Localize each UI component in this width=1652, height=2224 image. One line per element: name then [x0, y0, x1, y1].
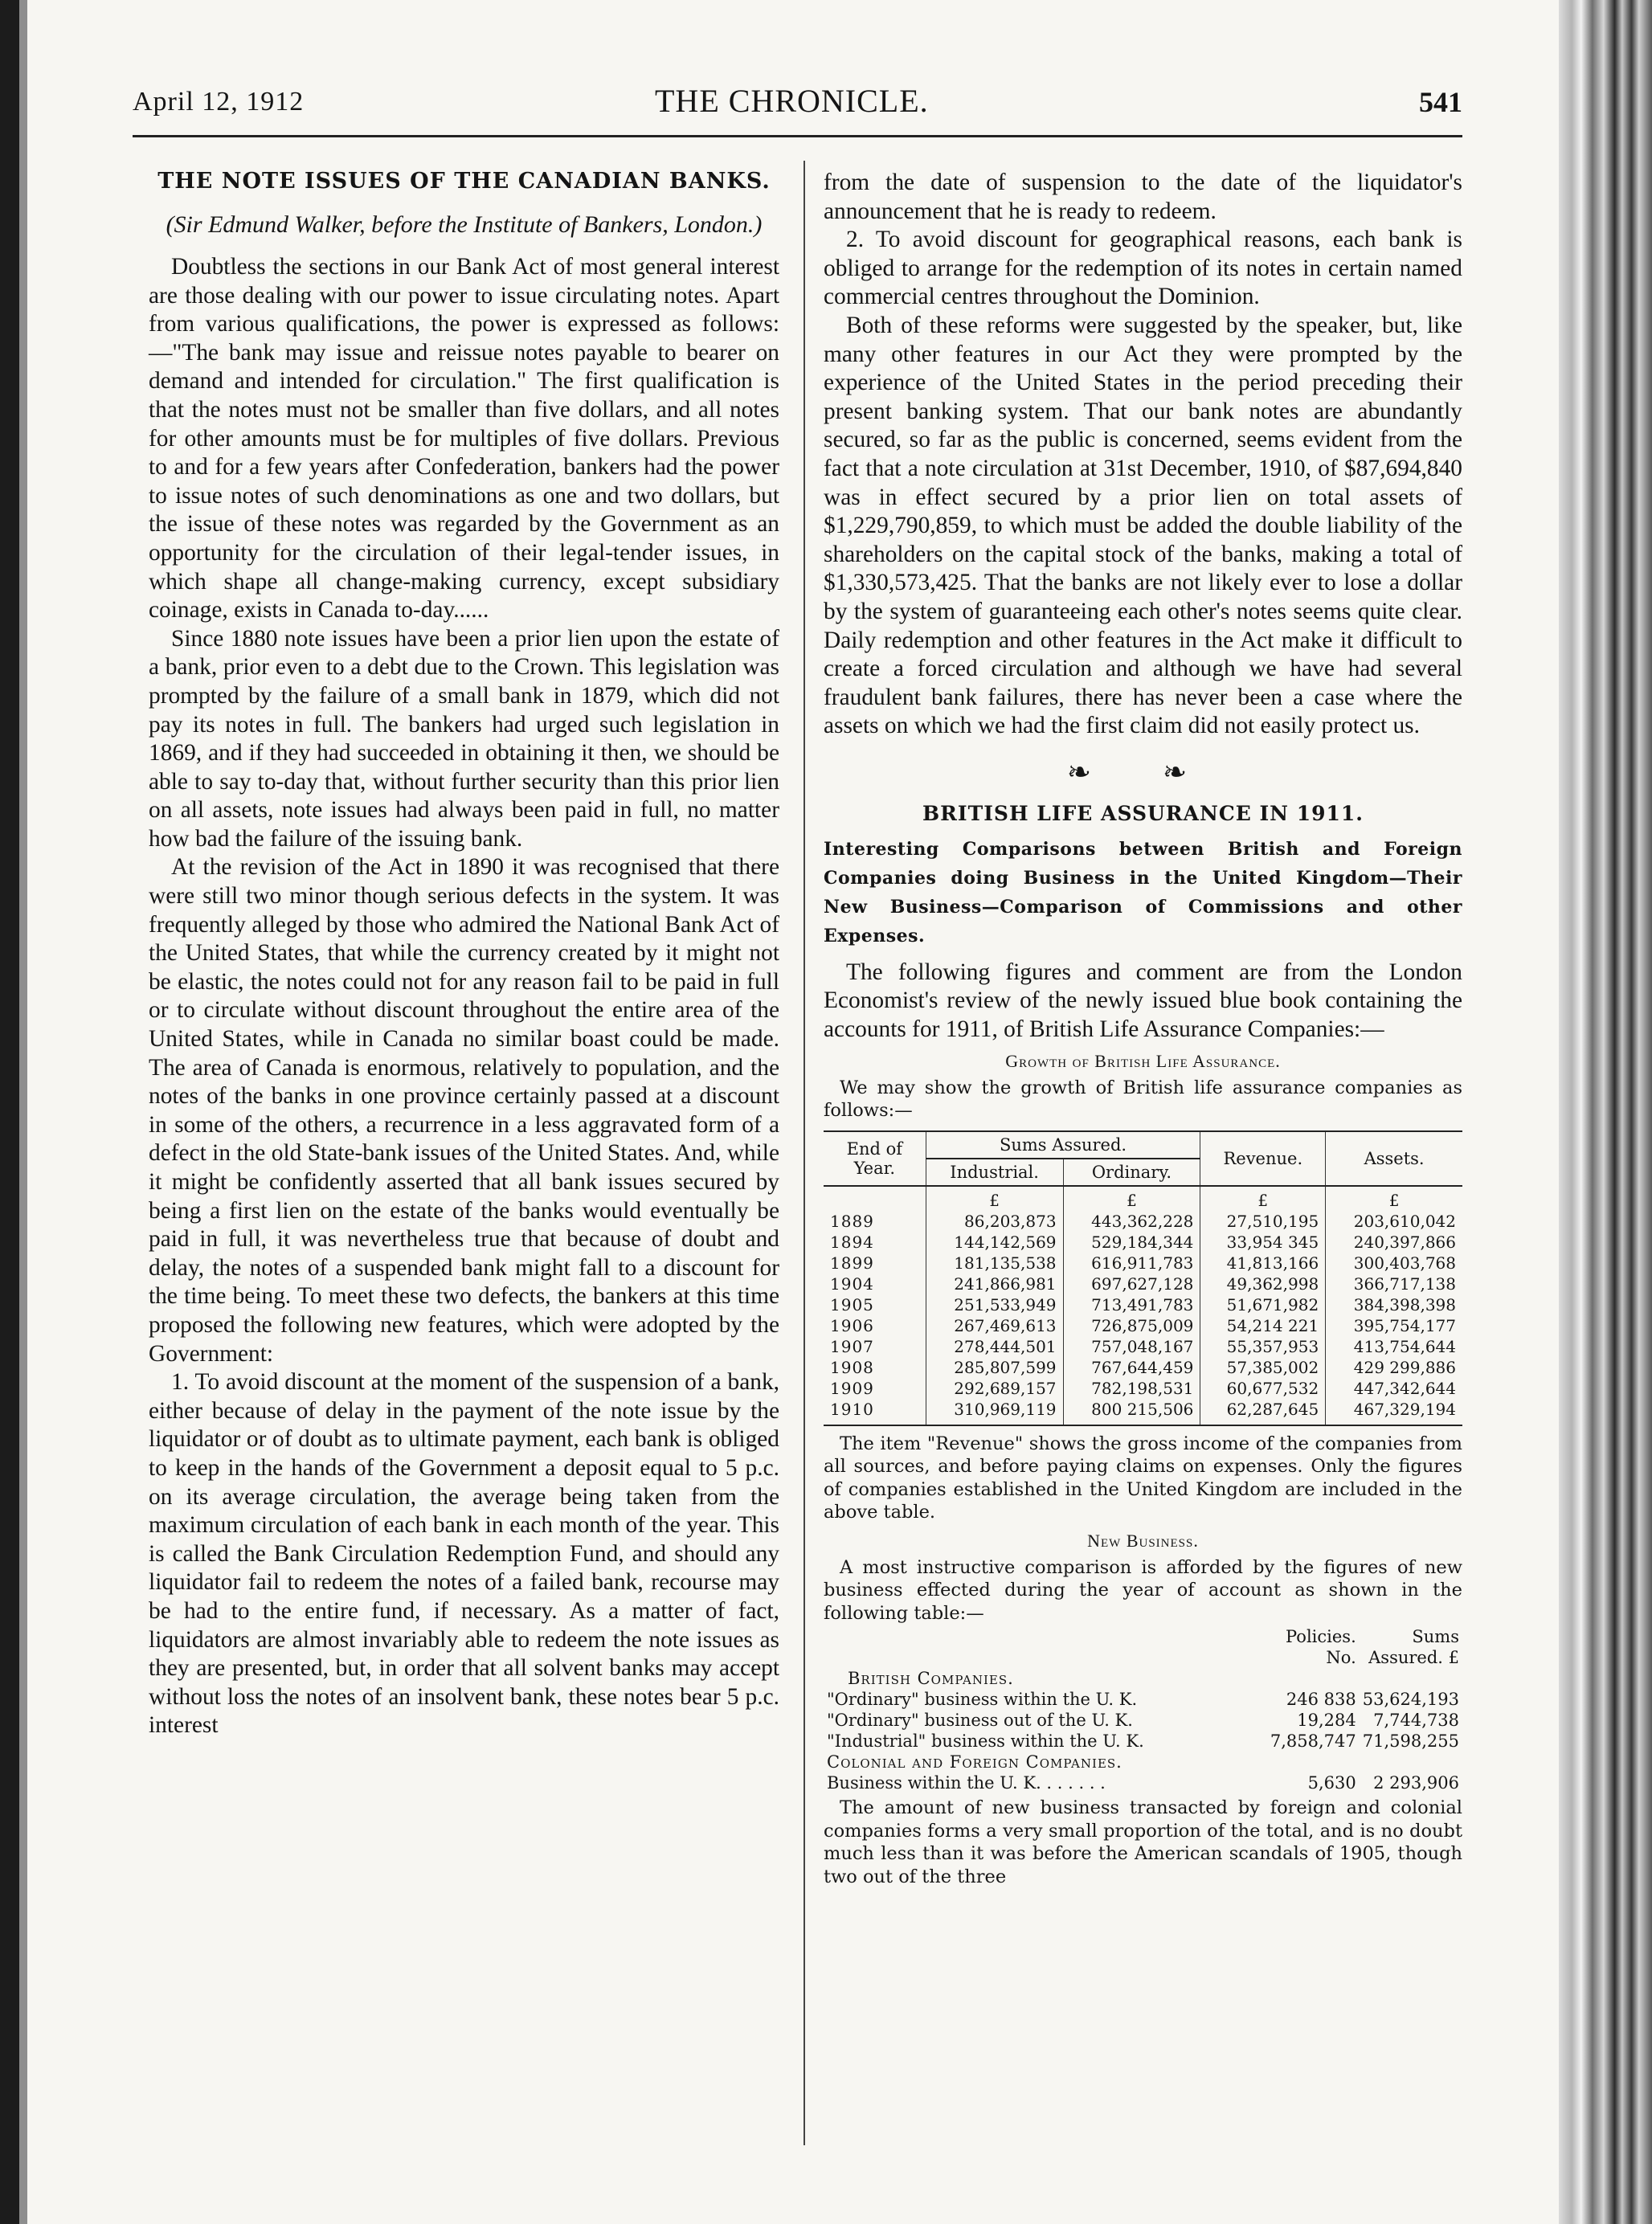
- cell-ordinary: 757,048,167: [1063, 1336, 1200, 1357]
- cell-revenue: 55,357,953: [1200, 1336, 1326, 1357]
- cell-ordinary: 782,198,531: [1063, 1378, 1200, 1399]
- table-row: [824, 1253, 1462, 1273]
- article-subtitle: Interesting Comparisons between British and Foreign Companies doing Business in the United Kingdom—Their New Business—Comparison of Commissions and other Expenses.: [824, 838, 1462, 946]
- cell-industrial: 285,807,599: [926, 1357, 1063, 1378]
- table-row: [824, 1399, 1462, 1425]
- cell-ordinary: 767,644,459: [1063, 1357, 1200, 1378]
- article-paragraph: Doubtless the sections in our Bank Act of most general interest are those dealing with our power to issue circulating notes. Apart from various qualifications, the power is expressed as follows:—"The bank may issue and reissue notes payable to bearer on demand and intended for circulation." The first qualification is that the notes must not be smaller than five dollars, and all notes for other amounts must be for multiples of five dollars. Previous to and for a few years after Confederation, bankers had the power to issue notes of such denominations as one and two dollars, but the issue of these notes was regarded by the Government as an opportunity for the circulation of their legal-tender issues, in which shape all change-making currency, except subsidiary coinage, exists in Canada to-day......: [149, 254, 779, 623]
- cell-year: 1909: [830, 1378, 874, 1398]
- article-paragraph: Since 1880 note issues have been a prior lien upon the estate of a bank, prior even to a debt due to the Crown. This legislation was prompted by the failure of a small bank in 1879, which did not pay its notes in full. The bankers had urged such legislation in 1869, and if they had succeeded in obtaining it then, we should be able to say to-day that, without further security than this prior lien on all assets, note issues had always been paid in full, no matter how bad the failure of the issuing bank.: [149, 625, 779, 852]
- col-header-year: End of Year.: [824, 1131, 926, 1186]
- left-column: [149, 169, 779, 1740]
- cell-policies: 5,630: [1307, 1773, 1356, 1793]
- cell-assets: 467,329,194: [1326, 1399, 1462, 1425]
- currency-unit: £: [1326, 1186, 1462, 1211]
- cell-revenue: 62,287,645: [1200, 1399, 1326, 1425]
- cell-assets: 240,397,866: [1326, 1232, 1462, 1253]
- issue-date: April 12, 1912: [133, 87, 305, 117]
- article-title: BRITISH LIFE ASSURANCE IN 1911.: [922, 801, 1364, 825]
- cell-sums: 53,624,193: [1362, 1690, 1459, 1710]
- table-row: [824, 1315, 1462, 1336]
- table-row: [824, 1772, 1462, 1793]
- cell-year: 1910: [824, 1399, 926, 1425]
- cell-sums: 71,598,255: [1362, 1731, 1459, 1752]
- article-title: THE NOTE ISSUES OF THE CANADIAN BANKS.: [157, 169, 771, 194]
- cell-sums: 2 293,906: [1373, 1773, 1459, 1793]
- table-row: [824, 1731, 1462, 1752]
- group-heading: British Companies.: [848, 1669, 1014, 1689]
- cell-revenue: 41,813,166: [1200, 1253, 1326, 1273]
- cell-assets: 366,717,138: [1326, 1273, 1462, 1294]
- cell-revenue: 60,677,532: [1200, 1378, 1326, 1399]
- cell-revenue: 57,385,002: [1200, 1357, 1326, 1378]
- cell-year: 1905: [830, 1294, 874, 1314]
- cell-industrial: 278,444,501: [926, 1336, 1063, 1357]
- article-continuation: Both of these reforms were suggested by the speaker, but, like many other features in our Act they were prompted by the experience of the United States in the period preceding their present banking system. That our bank notes are abundantly secured, so far as the public is concerned, seems evident from the fact that a note circulation at 31st December, 1910, of $87,694,840 was in effect secured by a prior lien on total assets of $1,229,790,859, to which must be added the double liability of the shareholders on the capital stock of the banks, making a total of $1,330,573,425. That the banks are not likely ever to lose a dollar by the system of guaranteeing each other's notes seems quite clear. Daily redemption and other features in the Act make it difficult to create a forced circulation and although we have had several fraudulent bank failures, there has never been a case where the assets on which we had the first claim did not easily protect us.: [824, 312, 1462, 739]
- cell-assets: 447,342,644: [1326, 1378, 1462, 1399]
- book-spine: [0, 0, 19, 2224]
- article-continuation: from the date of suspension to the date of the liquidator's announcement that he is ready to redeem.: [824, 170, 1462, 224]
- cell-industrial: 241,866,981: [926, 1273, 1063, 1294]
- cell-policies: 7,858,747: [1270, 1731, 1356, 1752]
- currency-unit: £: [1063, 1186, 1200, 1211]
- table-row: [824, 1232, 1462, 1253]
- header-rule: [133, 135, 1462, 137]
- col-header-sums: Sums Assured. £: [1368, 1627, 1459, 1668]
- table-row: [824, 1689, 1462, 1710]
- cell-year: 1904: [830, 1273, 874, 1294]
- col-header-policies: Policies. No.: [1286, 1627, 1356, 1668]
- currency-unit: £: [926, 1186, 1063, 1211]
- cell-year: 1907: [830, 1336, 874, 1356]
- cell-label: "Ordinary" business within the U. K.: [827, 1690, 1138, 1710]
- article-paragraph: 1. To avoid discount at the moment of the suspension of a bank, either because of delay in the payment of the note issue by the liquidator or of doubt as to ultimate payment, each bank is obliged to keep in the hands of the Government a deposit equal to 5 p.c. on its average circulation, the average being taken from the maximum circulation of each bank in each month of the year. This is called the Bank Circulation Redemption Fund, and should any liquidator fail to redeem the notes of a failed bank, recourse may be had to the entire fund, if necessary. As a matter of fact, liquidators are almost invariably able to redeem the note issues as they are presented, but, in order that all solvent banks may accept without loss the notes of an insolvent bank, these notes bear 5 p.c. interest: [149, 1369, 779, 1739]
- article-intro: The following figures and comment are from the London Economist's review of the newly issued blue book containing the accounts for 1911, of British Life Assurance Companies:—: [824, 959, 1462, 1043]
- cell-industrial: 267,469,613: [926, 1315, 1063, 1336]
- cell-ordinary: 697,627,128: [1063, 1273, 1200, 1294]
- cell-label: Business within the U. K. . . . . . .: [827, 1773, 1106, 1793]
- cell-assets: 203,610,042: [1326, 1211, 1462, 1232]
- cell-policies: 19,284: [1297, 1711, 1356, 1731]
- table-row: [824, 1378, 1462, 1399]
- column-rule: [804, 161, 805, 2145]
- cell-label: "Industrial" business within the U. K.: [827, 1731, 1144, 1752]
- cell-industrial: 86,203,873: [926, 1211, 1063, 1232]
- cell-year: 1899: [830, 1253, 874, 1273]
- cell-assets: 413,754,644: [1326, 1336, 1462, 1357]
- col-header-ordinary: Ordinary.: [1063, 1159, 1200, 1186]
- currency-unit: £: [1200, 1186, 1326, 1211]
- closing-paragraph: The amount of new business transacted by foreign and colonial companies forms a very small proportion of the total, and is no doubt much less than it was before the American scandals of 1905, though two out of the three: [824, 1797, 1462, 1887]
- cell-ordinary: 800 215,506: [1063, 1399, 1200, 1425]
- growth-table: [824, 1130, 1462, 1426]
- cell-industrial: 144,142,569: [926, 1232, 1063, 1253]
- cell-year: 1894: [830, 1232, 874, 1252]
- cell-ordinary: 726,875,009: [1063, 1315, 1200, 1336]
- col-header-sums: Sums Assured.: [926, 1131, 1200, 1159]
- page-number: 541: [1419, 86, 1462, 118]
- cell-assets: 384,398,398: [1326, 1294, 1462, 1315]
- cell-assets: 395,754,177: [1326, 1315, 1462, 1336]
- section-heading: New Business.: [1087, 1530, 1199, 1551]
- new-business-table: [824, 1626, 1462, 1793]
- table-row: [824, 1357, 1462, 1378]
- cell-ordinary: 529,184,344: [1063, 1232, 1200, 1253]
- table-row: [824, 1211, 1462, 1232]
- right-column: [824, 169, 1462, 1888]
- page-header: [133, 80, 1462, 129]
- page-stack-edge: [1559, 0, 1652, 2224]
- table-row: [824, 1336, 1462, 1357]
- table-note: The item "Revenue" shows the gross income of the companies from all sources, and before paying claims on expenses. Only the figures of companies established in the United Kingdom are included in the above table.: [824, 1433, 1462, 1523]
- cell-industrial: 251,533,949: [926, 1294, 1063, 1315]
- group-heading: Colonial and Foreign Companies.: [827, 1752, 1122, 1772]
- cell-label: "Ordinary" business out of the U. K.: [827, 1711, 1133, 1731]
- col-header-revenue: Revenue.: [1200, 1131, 1326, 1186]
- cell-industrial: 310,969,119: [926, 1399, 1063, 1425]
- cell-sums: 7,744,738: [1373, 1711, 1459, 1731]
- col-header-assets: Assets.: [1326, 1131, 1462, 1186]
- cell-revenue: 51,671,982: [1200, 1294, 1326, 1315]
- cell-revenue: 49,362,998: [1200, 1273, 1326, 1294]
- table-row: [824, 1273, 1462, 1294]
- cell-assets: 429 299,886: [1326, 1357, 1462, 1378]
- table-row: [824, 1710, 1462, 1731]
- col-header-industrial: Industrial.: [926, 1159, 1063, 1186]
- section-ornament: ❧ ❧: [1066, 755, 1220, 788]
- article-continuation: 2. To avoid discount for geographical reasons, each bank is obliged to arrange for the redemption of its notes in certain named commercial centres throughout the Dominion.: [824, 227, 1462, 310]
- cell-ordinary: 616,911,783: [1063, 1253, 1200, 1273]
- section-intro: We may show the growth of British life assurance companies as follows:—: [824, 1077, 1462, 1122]
- cell-ordinary: 443,362,228: [1063, 1211, 1200, 1232]
- table-row: [824, 1294, 1462, 1315]
- cell-revenue: 33,954 345: [1200, 1232, 1326, 1253]
- cell-year: 1908: [830, 1357, 874, 1377]
- cell-policies: 246 838: [1286, 1690, 1356, 1710]
- cell-year: 1889: [830, 1211, 874, 1231]
- cell-revenue: 27,510,195: [1200, 1211, 1326, 1232]
- publication-title: THE CHRONICLE.: [655, 83, 929, 119]
- cell-revenue: 54,214 221: [1200, 1315, 1326, 1336]
- section-intro: A most instructive comparison is afforded by the figures of new business effected during the year of account as shown in the following table:—: [824, 1556, 1462, 1624]
- cell-assets: 300,403,768: [1326, 1253, 1462, 1273]
- article-paragraph: At the revision of the Act in 1890 it was recognised that there were still two minor though serious defects in the system. It was frequently alleged by those who admired the National Bank Act of the United States, that while the currency created by it might not be elastic, the notes could not for any reason fail to be paid in full or to circulate without discount throughout the entire area of the United States, while in Canada no similar boast could be made. The area of Canada is enormous, relatively to population, and the notes of the banks in one province certainly passed at a discount in some of the others, a recurrence in a less aggravated form of a defect in the old State-bank issues of the United States. And, while it might be confidently asserted that all bank issues secured by being a first lien on the estate of the banks would eventually be paid in full, it was nevertheless true that because of doubt and delay, the notes of a suspended bank might fall to a discount for the time being. To meet these two defects, the bankers at this time proposed the following new features, which were adopted by the Government:: [149, 854, 779, 1367]
- cell-year: 1906: [830, 1315, 874, 1335]
- article-byline: (Sir Edmund Walker, before the Institute of Bankers, London.): [166, 211, 763, 238]
- book-spine-edge: [19, 0, 27, 2224]
- cell-industrial: 292,689,157: [926, 1378, 1063, 1399]
- cell-ordinary: 713,491,783: [1063, 1294, 1200, 1315]
- cell-industrial: 181,135,538: [926, 1253, 1063, 1273]
- section-heading: Growth of British Life Assurance.: [1005, 1050, 1281, 1071]
